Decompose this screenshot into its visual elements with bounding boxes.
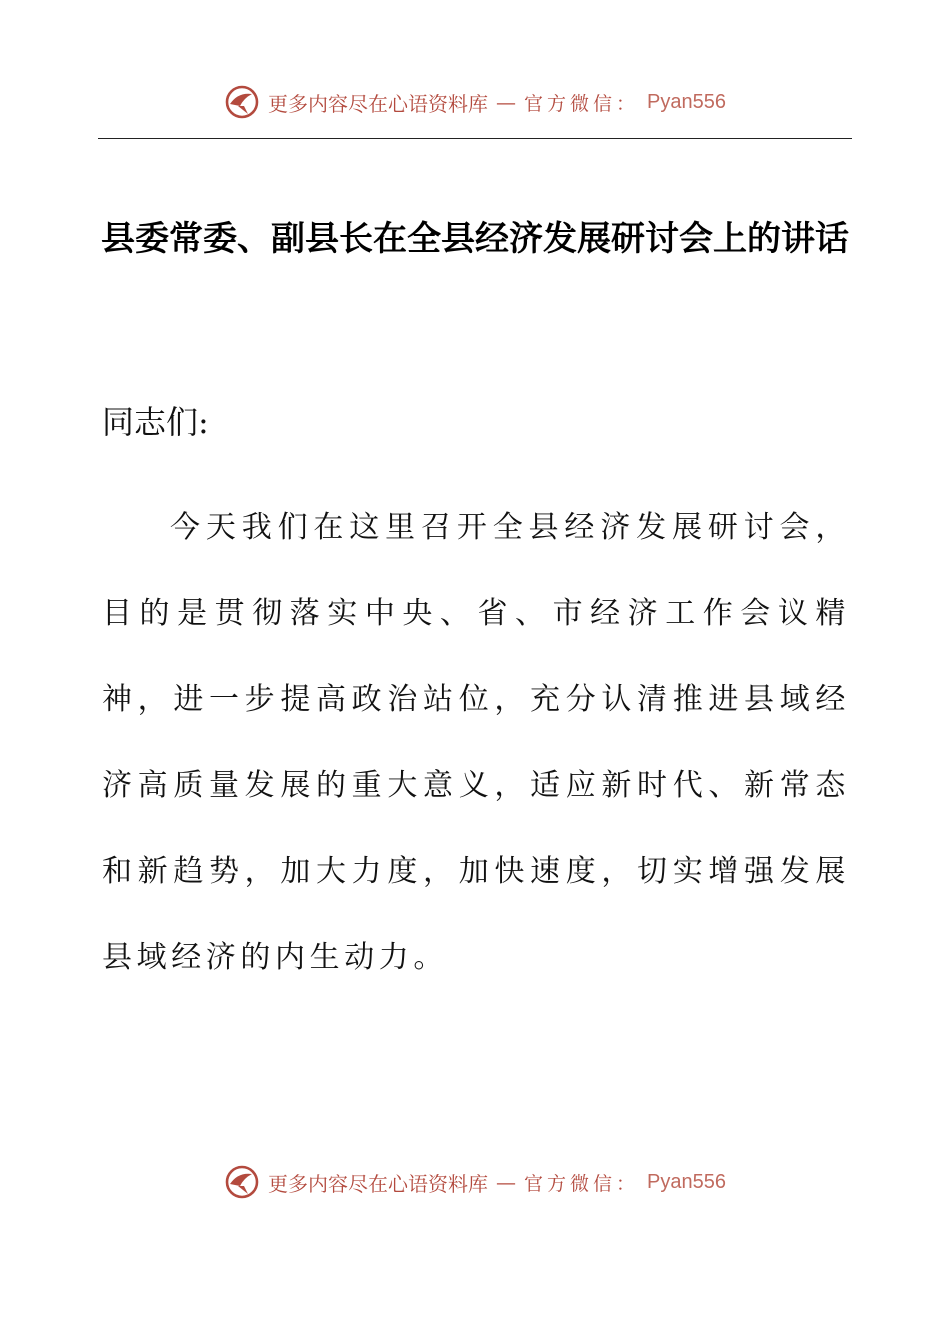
header-rule [98,138,852,139]
banner-wechat-id: Pyan556 [647,90,726,113]
banner-text: 更多内容尽在心语资料库 [268,91,488,116]
document-title: 县委常委、副县长在全县经济发展研讨会上的讲话 [101,219,849,259]
banner-label: 官方微信： [524,92,640,115]
pen-nib-icon [224,1164,260,1200]
banner-text: 更多内容尽在心语资料库 [268,1171,488,1196]
footer-banner [0,1160,950,1204]
banner-wechat-id: Pyan556 [647,1170,726,1193]
banner-separator: — [496,1170,516,1194]
pen-nib-icon [224,84,260,120]
salutation: 同志们: [102,403,209,441]
body-paragraph: 今天我们在这里召开全县经济发展研讨会，目的是贯彻落实中央、省、市经济工作会议精神，进一步提高政治站位，充分认清推进县域经济高质量发展的重大意义，适应新时代、新常态和新趋势，加大力度，加快速度，切实增强发展县域经济的内生动力。 [102,510,850,975]
header-banner [0,80,950,124]
banner-label: 官方微信： [524,1172,640,1195]
banner-separator: — [496,90,516,114]
